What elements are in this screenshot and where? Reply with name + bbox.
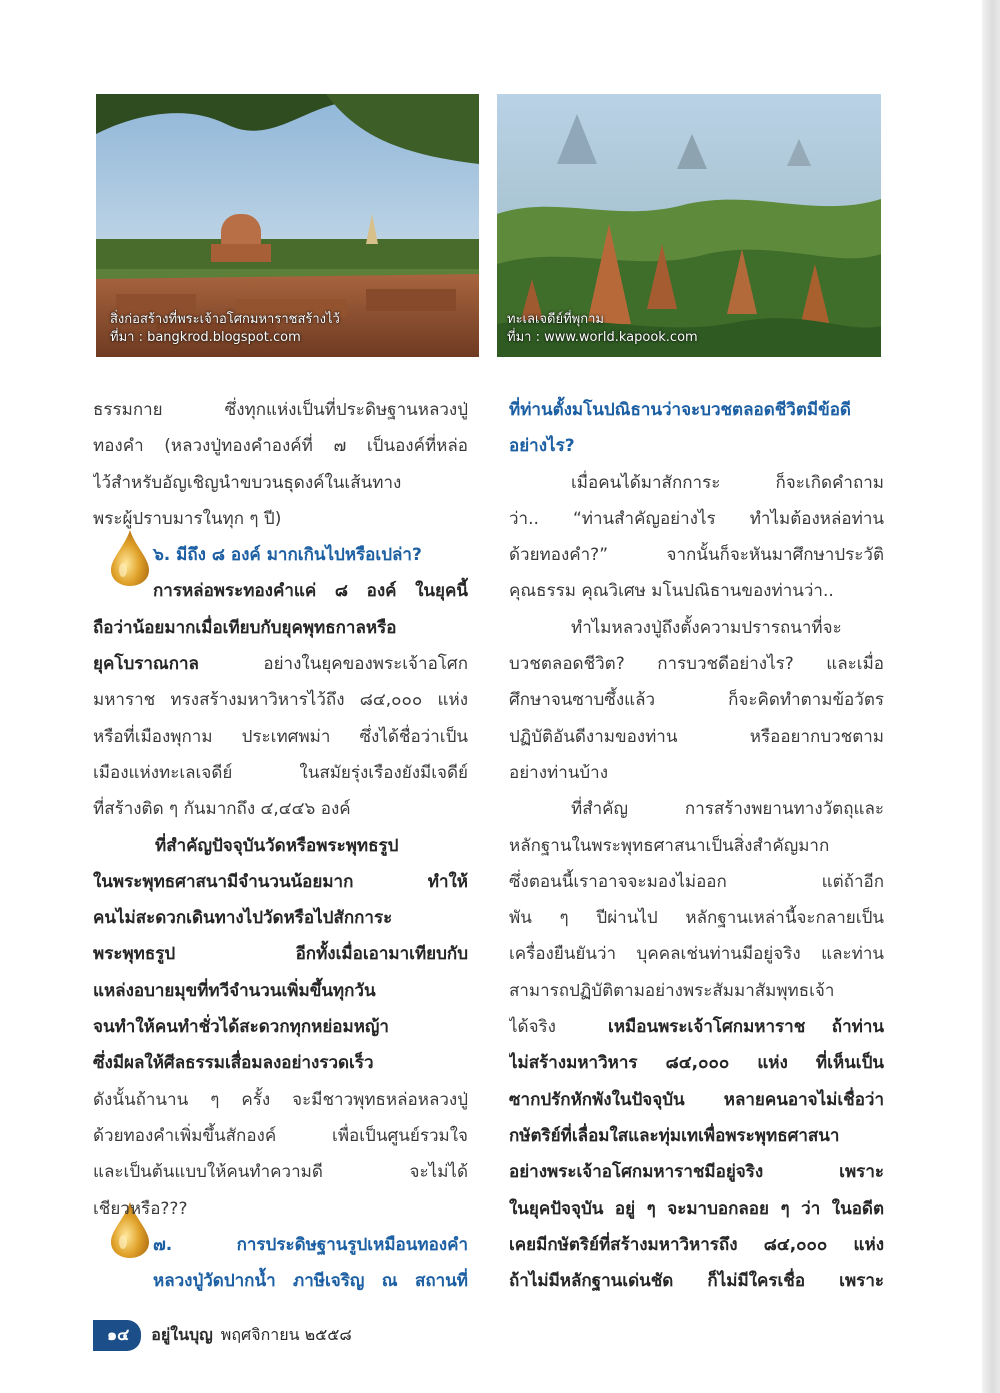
body-line: ซึ่งตอนนี้เราอาจจะมองไม่ออก แต่ถ้าอีก bbox=[509, 871, 884, 892]
body-line-bold: ในยุคปัจจุบัน อยู่ ๆ จะมาบอกลอย ๆ ว่า ในอดีต bbox=[509, 1198, 884, 1219]
body-line-bold: แหล่งอบายมุขที่ทวีจำนวนเพิ่มขึ้นทุกวัน bbox=[93, 980, 376, 1001]
body-line: เครื่องยืนยันว่า บุคคลเช่นท่านมีอยู่จริง และท่าน bbox=[509, 944, 884, 965]
body-line: เมืองแห่งทะเลเจดีย์ ในสมัยรุ่งเรืองยังมีเจดีย์ bbox=[93, 762, 468, 783]
body-line: ไว้สำหรับอัญเชิญนำขบวนธุดงค์ในเส้นทาง bbox=[93, 472, 402, 493]
body-line: ด้วยทองคำ?” จากนั้นก็จะหันมาศึกษาประวัติ bbox=[509, 545, 884, 566]
body-line: ด้วยทองคำเพิ่มขึ้นสักองค์ เพื่อเป็นศูนย์รวมใจ bbox=[93, 1125, 468, 1146]
bold-phrase: เหมือนพระเจ้าโศกมหาราช ถ้าท่าน bbox=[608, 1017, 884, 1038]
body-line-bold: ถ้าไม่มีหลักฐานเด่นชัด ก็ไม่มีใครเชื่อ เพราะ bbox=[509, 1271, 884, 1292]
body-line-bold: พระพุทธรูป อีกทั้งเมื่อเอามาเทียบกับ bbox=[93, 944, 468, 965]
bold-phrase: ยุคโบราณกาล bbox=[93, 654, 199, 675]
body-line: หลักฐานในพระพุทธศาสนาเป็นสิ่งสำคัญมาก bbox=[509, 835, 830, 856]
body-line-bold: คนไม่สะดวกเดินทางไปวัดหรือไปสักการะ bbox=[93, 908, 393, 929]
body-line-bold: จนทำให้คนทำชั่วได้สะดวกทุกหย่อมหญ้า bbox=[93, 1017, 389, 1038]
body-line: พัน ๆ ปีผ่านไป หลักฐานเหล่านี้จะกลายเป็น bbox=[509, 908, 884, 929]
photo-caption-title: สิ่งก่อสร้างที่พระเจ้าอโศกมหาราชสร้างไว้ bbox=[110, 312, 340, 327]
body-line-bold: อย่างพระเจ้าอโศกมหาราชมีอยู่จริง เพราะ bbox=[509, 1162, 884, 1183]
photo-caption-title: ทะเลเจดีย์ที่พุกาม bbox=[507, 312, 604, 327]
issue-date: พฤศจิกายน ๒๕๕๘ bbox=[220, 1324, 352, 1344]
body-line: และเป็นต้นแบบให้คนทำความดี จะไม่ได้ bbox=[93, 1162, 468, 1183]
section-heading: ๖. มีถึง ๘ องค์ มากเกินไปหรือเปล่า? bbox=[153, 545, 422, 566]
body-line-bold: ถือว่าน้อยมากเมื่อเทียบกับยุคพุทธกาลหรือ bbox=[93, 617, 397, 638]
body-line-bold: ซากปรักหักพังในปัจจุบัน หลายคนอาจไม่เชื่อว่า bbox=[509, 1089, 884, 1110]
photo-stupa-ruins bbox=[96, 94, 479, 357]
body-line-bold: กษัตริย์ที่เลื่อมใสและทุ่มเทเพื่อพระพุทธศาสนา bbox=[509, 1125, 840, 1146]
section-heading: ๗. การประดิษฐานรูปเหมือนทองคำ bbox=[153, 1234, 468, 1255]
body-line: มหาราช ทรงสร้างมหาวิหารไว้ถึง ๘๔,๐๐๐ แห่ง bbox=[93, 690, 468, 711]
body-line: ปฏิบัติอันดีงามของท่าน หรืออยากบวชตาม bbox=[509, 726, 884, 747]
photo-caption-source: ที่มา : www.world.kapook.com bbox=[507, 330, 698, 345]
body-line-bold: ที่สำคัญปัจจุบันวัดหรือพระพุทธรูป bbox=[155, 835, 399, 856]
body-line: ทำไมหลวงปู่ถึงตั้งความปรารถนาที่จะ bbox=[571, 617, 842, 638]
body-phrase: ได้จริง bbox=[509, 1017, 556, 1038]
body-line: ว่า.. “ท่านสำคัญอย่างไร ทำไมต้องหล่อท่าน bbox=[509, 508, 884, 529]
body-line: ธรรมกาย ซึ่งทุกแห่งเป็นที่ประดิษฐานหลวงปู่ bbox=[93, 400, 468, 420]
body-line-bold: ในพระพุทธศาสนามีจำนวนน้อยมาก ทำให้ bbox=[93, 871, 468, 892]
body-line: หรือที่เมืองพุกาม ประเทศพม่า ซึ่งได้ชื่อว่าเป็น bbox=[93, 726, 468, 747]
body-line-mixed bbox=[509, 1009, 884, 1045]
left-text-column bbox=[93, 392, 468, 1299]
body-line-bold: ซึ่งมีผลให้ศีลธรรมเสื่อมลงอย่างรวดเร็ว bbox=[93, 1053, 374, 1074]
section-heading: อย่างไร? bbox=[509, 436, 575, 457]
body-line-bold: เคยมีกษัตริย์ที่สร้างมหาวิหารถึง ๘๔,๐๐๐ แห่ง bbox=[509, 1234, 884, 1255]
body-line-bold: ไม่สร้างมหาวิหาร ๘๔,๐๐๐ แห่ง ที่เห็นเป็น bbox=[509, 1053, 884, 1074]
page-edge bbox=[982, 0, 1000, 1393]
body-line: คุณธรรม คุณวิเศษ มโนปณิธานของท่านว่า.. bbox=[509, 581, 834, 602]
body-line: บวชตลอดชีวิต? การบวชดีอย่างไร? และเมื่อ bbox=[509, 654, 884, 675]
body-line: ศึกษาจนซาบซึ้งแล้ว ก็จะคิดทำตามข้อวัตร bbox=[509, 690, 884, 711]
page-number: ๑๔ bbox=[93, 1320, 141, 1351]
section-heading: ที่ท่านตั้งมโนปณิธานว่าจะบวชตลอดชีวิตมีข้อดี bbox=[509, 400, 851, 420]
body-line-mixed bbox=[93, 646, 468, 682]
body-phrase: อย่างในยุคของพระเจ้าอโศก bbox=[263, 654, 468, 675]
body-line: ที่สร้างติด ๆ กันมากถึง ๔,๔๔๖ องค์ bbox=[93, 799, 351, 820]
body-line: อย่างท่านบ้าง bbox=[509, 762, 609, 783]
body-line: พระผู้ปราบมารในทุก ๆ ปี) bbox=[93, 508, 282, 529]
section-heading: หลวงปู่วัดปากน้ำ ภาษีเจริญ ณ สถานที่ bbox=[153, 1271, 468, 1292]
body-line-bold: การหล่อพระทองคำแค่ ๘ องค์ ในยุคนี้ bbox=[153, 581, 468, 602]
page-footer bbox=[93, 1320, 352, 1350]
photo-bagan-pagodas bbox=[497, 94, 881, 357]
body-line: ทองคำ (หลวงปู่ทองคำองค์ที่ ๗ เป็นองค์ที่หล่อ bbox=[93, 436, 468, 457]
publication-name: อยู่ในบุญ bbox=[151, 1324, 213, 1344]
body-line: สามารถปฏิบัติตามอย่างพระสัมมาสัมพุทธเจ้า bbox=[509, 980, 835, 1001]
body-line: เมื่อคนได้มาสักการะ ก็จะเกิดคำถาม bbox=[571, 472, 884, 493]
right-text-column bbox=[509, 392, 884, 1299]
body-line: เชียวหรือ??? bbox=[93, 1198, 188, 1219]
body-line: ดังนั้นถ้านาน ๆ ครั้ง จะมีชาวพุทธหล่อหลวงปู่ bbox=[93, 1089, 468, 1110]
body-line: ที่สำคัญ การสร้างพยานทางวัตถุและ bbox=[571, 799, 884, 820]
photo-caption-source: ที่มา : bangkrod.blogspot.com bbox=[110, 330, 301, 345]
